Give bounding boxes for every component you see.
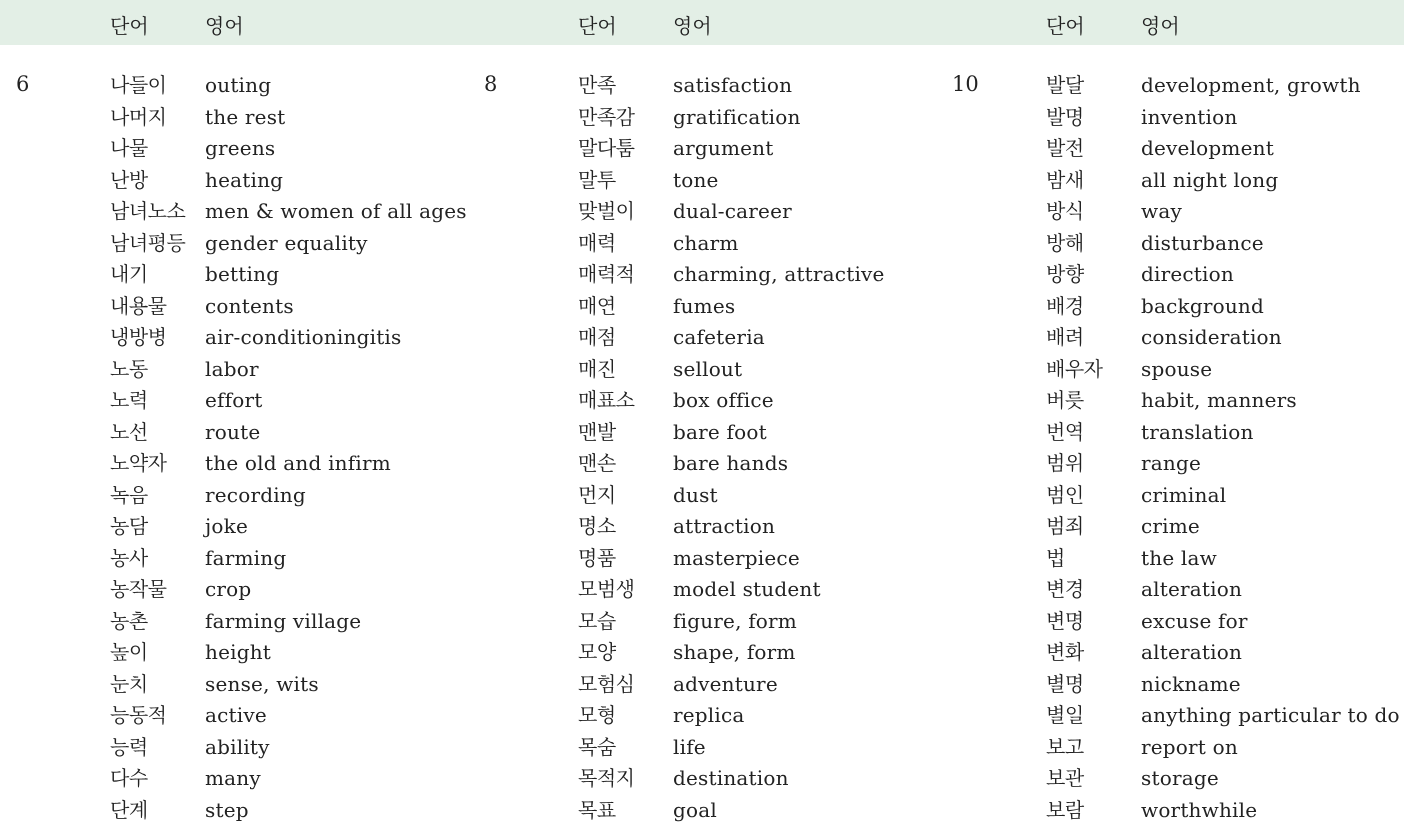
word-entry [468, 228, 936, 260]
korean-word: 매력 [578, 230, 616, 255]
english-meaning: worthwhile [1141, 797, 1258, 822]
korean-word: 단계 [110, 797, 148, 822]
word-entry [936, 354, 1404, 386]
korean-word: 노약자 [110, 451, 167, 475]
word-entry [0, 165, 468, 197]
korean-word: 난방 [110, 167, 148, 192]
english-meaning: the law [1141, 545, 1217, 570]
korean-word: 방향 [1046, 262, 1084, 286]
word-entry [0, 700, 468, 732]
korean-word: 노동 [110, 356, 148, 381]
english-meaning: labor [205, 356, 259, 381]
english-meaning: report on [1141, 734, 1238, 759]
english-meaning: sellout [673, 356, 743, 381]
word-entry [936, 70, 1404, 102]
word-entry [936, 700, 1404, 732]
korean-word: 모범생 [578, 577, 635, 601]
korean-word: 목숨 [578, 734, 616, 759]
korean-word: 매점 [578, 325, 616, 349]
word-entry [936, 385, 1404, 417]
vocab-column-3 [936, 0, 1404, 822]
korean-word: 발명 [1046, 104, 1084, 129]
column-header [0, 0, 468, 45]
word-entry [0, 102, 468, 134]
word-header: 단어 [578, 14, 617, 38]
english-meaning: bare hands [673, 451, 789, 475]
english-meaning: many [205, 766, 261, 790]
korean-word: 방식 [1046, 199, 1084, 223]
word-entry [468, 669, 936, 701]
word-entry [468, 795, 936, 827]
korean-word: 녹음 [110, 482, 148, 507]
korean-word: 모습 [578, 608, 616, 633]
korean-word: 남녀평등 [110, 230, 186, 255]
korean-word: 나물 [110, 136, 148, 160]
english-meaning: betting [205, 262, 280, 286]
vocab-column-2 [468, 0, 936, 822]
english-meaning: dual-career [673, 199, 792, 223]
word-entry [936, 511, 1404, 543]
english-meaning: height [205, 640, 272, 664]
korean-word: 배경 [1046, 293, 1084, 318]
korean-word: 배려 [1046, 325, 1084, 349]
word-entry [0, 385, 468, 417]
korean-word: 내기 [110, 262, 148, 286]
english-meaning: route [205, 419, 261, 444]
english-meaning: the old and infirm [205, 451, 391, 475]
english-meaning: fumes [673, 293, 736, 318]
english-meaning: storage [1141, 766, 1219, 790]
word-entry [0, 228, 468, 260]
english-meaning: heating [205, 167, 284, 192]
english-meaning: background [1141, 293, 1265, 318]
word-entry [936, 763, 1404, 795]
word-entry [468, 448, 936, 480]
english-meaning: charming, attractive [673, 262, 885, 286]
english-meaning: masterpiece [673, 545, 800, 570]
word-list [936, 70, 1404, 826]
korean-word: 범죄 [1046, 514, 1084, 538]
korean-word: 버릇 [1046, 388, 1084, 412]
korean-word: 맨발 [578, 419, 616, 444]
word-entry [468, 700, 936, 732]
word-entry [468, 259, 936, 291]
english-meaning: consideration [1141, 325, 1282, 349]
word-entry [936, 322, 1404, 354]
korean-word: 별일 [1046, 703, 1084, 727]
english-meaning: gender equality [205, 230, 368, 255]
english-meaning: alteration [1141, 577, 1243, 601]
english-meaning: farming [205, 545, 287, 570]
word-entry [936, 291, 1404, 323]
word-entry [936, 574, 1404, 606]
korean-word: 변명 [1046, 608, 1084, 633]
word-entry [0, 763, 468, 795]
word-entry [468, 322, 936, 354]
column-header [936, 0, 1404, 45]
word-entry [936, 102, 1404, 134]
word-list [0, 70, 468, 826]
english-meaning: model student [673, 577, 821, 601]
korean-word: 모양 [578, 640, 616, 664]
english-meaning: gratification [673, 104, 801, 129]
word-entry [936, 228, 1404, 260]
english-meaning: tone [673, 167, 719, 192]
english-meaning: air-conditioningitis [205, 325, 402, 349]
english-meaning: crime [1141, 514, 1200, 538]
english-meaning: development [1141, 136, 1274, 160]
korean-word: 노력 [110, 388, 148, 412]
word-entry [936, 795, 1404, 827]
english-meaning: alteration [1141, 640, 1243, 664]
korean-word: 매력적 [578, 262, 635, 286]
korean-word: 변경 [1046, 577, 1084, 601]
korean-word: 맞벌이 [578, 199, 635, 223]
korean-word: 남녀노소 [110, 199, 186, 223]
english-meaning: ability [205, 734, 270, 759]
english-meaning: invention [1141, 104, 1238, 129]
word-entry [468, 637, 936, 669]
korean-word: 보람 [1046, 797, 1084, 822]
english-meaning: all night long [1141, 167, 1279, 192]
word-entry [0, 259, 468, 291]
english-meaning: contents [205, 293, 294, 318]
word-entry [936, 133, 1404, 165]
word-entry [936, 606, 1404, 638]
word-entry [468, 543, 936, 575]
english-meaning: translation [1141, 419, 1254, 444]
word-entry [0, 133, 468, 165]
english-meaning: destination [673, 766, 789, 790]
korean-word: 농작물 [110, 577, 167, 601]
korean-word: 내용물 [110, 293, 167, 318]
word-entry [468, 606, 936, 638]
korean-word: 눈치 [110, 671, 148, 696]
word-entry [468, 732, 936, 764]
english-meaning: goal [673, 797, 717, 822]
english-meaning: range [1141, 451, 1202, 475]
word-entry [0, 732, 468, 764]
english-meaning: crop [205, 577, 252, 601]
word-entry [936, 732, 1404, 764]
english-meaning: men & women of all ages [205, 199, 467, 223]
page-number: 8 [484, 72, 498, 96]
word-entry [936, 669, 1404, 701]
word-entry [0, 196, 468, 228]
english-meaning: disturbance [1141, 230, 1264, 255]
column-header [468, 0, 936, 45]
korean-word: 먼지 [578, 482, 616, 507]
korean-word: 별명 [1046, 671, 1084, 696]
page-number: 10 [952, 72, 979, 96]
korean-word: 번역 [1046, 419, 1084, 444]
word-entry [468, 511, 936, 543]
english-meaning: greens [205, 136, 276, 160]
word-entry [936, 417, 1404, 449]
korean-word: 만족 [578, 73, 616, 97]
word-entry [0, 543, 468, 575]
korean-word: 능동적 [110, 703, 167, 727]
english-meaning: anything particular to do [1141, 703, 1400, 727]
word-list [468, 70, 936, 826]
page-number: 6 [16, 72, 30, 96]
word-entry [468, 763, 936, 795]
english-meaning: figure, form [673, 608, 797, 633]
word-entry [468, 354, 936, 386]
english-header: 영어 [1141, 14, 1180, 38]
korean-word: 높이 [110, 640, 148, 664]
word-entry [468, 417, 936, 449]
english-meaning: box office [673, 388, 774, 412]
english-meaning: shape, form [673, 640, 796, 664]
word-entry [936, 165, 1404, 197]
english-meaning: criminal [1141, 482, 1227, 507]
korean-word: 밤새 [1046, 167, 1084, 192]
vocab-column-1 [0, 0, 468, 822]
korean-word: 목표 [578, 797, 616, 822]
word-entry [0, 448, 468, 480]
english-meaning: the rest [205, 104, 286, 129]
english-meaning: spouse [1141, 356, 1213, 381]
english-meaning: direction [1141, 262, 1234, 286]
korean-word: 말다툼 [578, 136, 635, 160]
english-meaning: way [1141, 199, 1182, 223]
english-meaning: adventure [673, 671, 778, 696]
korean-word: 배우자 [1046, 356, 1103, 381]
english-meaning: bare foot [673, 419, 767, 444]
word-entry [0, 70, 468, 102]
word-entry [0, 417, 468, 449]
korean-word: 말투 [578, 167, 616, 192]
word-header: 단어 [1046, 14, 1085, 38]
korean-word: 매표소 [578, 388, 635, 412]
english-meaning: charm [673, 230, 739, 255]
word-entry [0, 480, 468, 512]
english-meaning: nickname [1141, 671, 1241, 696]
korean-word: 보관 [1046, 766, 1084, 790]
word-entry [468, 385, 936, 417]
word-entry [0, 637, 468, 669]
word-entry [468, 133, 936, 165]
korean-word: 모형 [578, 703, 616, 727]
english-meaning: farming village [205, 608, 362, 633]
word-entry [468, 70, 936, 102]
english-meaning: attraction [673, 514, 776, 538]
word-entry [468, 196, 936, 228]
word-entry [468, 480, 936, 512]
word-entry [0, 795, 468, 827]
korean-word: 나머지 [110, 104, 167, 129]
english-meaning: excuse for [1141, 608, 1248, 633]
english-meaning: sense, wits [205, 671, 319, 696]
word-entry [936, 259, 1404, 291]
korean-word: 목적지 [578, 766, 635, 790]
korean-word: 명품 [578, 545, 616, 570]
korean-word: 법 [1046, 545, 1065, 570]
korean-word: 보고 [1046, 734, 1084, 759]
korean-word: 농담 [110, 514, 148, 538]
word-entry [0, 322, 468, 354]
word-entry [468, 102, 936, 134]
english-meaning: life [673, 734, 706, 759]
korean-word: 방해 [1046, 230, 1084, 255]
korean-word: 발전 [1046, 136, 1084, 160]
word-entry [0, 354, 468, 386]
korean-word: 변화 [1046, 640, 1084, 664]
word-entry [0, 669, 468, 701]
korean-word: 나들이 [110, 73, 167, 97]
english-meaning: joke [205, 514, 248, 538]
korean-word: 맨손 [578, 451, 616, 475]
english-meaning: replica [673, 703, 745, 727]
word-entry [468, 574, 936, 606]
word-entry [468, 165, 936, 197]
word-entry [0, 574, 468, 606]
english-meaning: cafeteria [673, 325, 765, 349]
english-meaning: satisfaction [673, 73, 793, 97]
english-header: 영어 [673, 14, 712, 38]
korean-word: 능력 [110, 734, 148, 759]
word-entry [936, 543, 1404, 575]
word-entry [936, 480, 1404, 512]
korean-word: 범인 [1046, 482, 1084, 507]
korean-word: 매진 [578, 356, 616, 381]
korean-word: 농사 [110, 545, 148, 570]
english-meaning: outing [205, 73, 272, 97]
word-entry [0, 511, 468, 543]
korean-word: 명소 [578, 514, 616, 538]
word-header: 단어 [110, 14, 149, 38]
korean-word: 냉방병 [110, 325, 167, 349]
english-meaning: active [205, 703, 267, 727]
word-entry [936, 196, 1404, 228]
word-entry [0, 606, 468, 638]
english-header: 영어 [205, 14, 244, 38]
korean-word: 다수 [110, 766, 148, 790]
korean-word: 노선 [110, 419, 148, 444]
korean-word: 매연 [578, 293, 616, 318]
word-entry [936, 637, 1404, 669]
english-meaning: development, growth [1141, 73, 1361, 97]
korean-word: 범위 [1046, 451, 1084, 475]
english-meaning: recording [205, 482, 306, 507]
korean-word: 만족감 [578, 104, 635, 129]
english-meaning: effort [205, 388, 263, 412]
english-meaning: habit, manners [1141, 388, 1297, 412]
korean-word: 모험심 [578, 671, 635, 696]
english-meaning: dust [673, 482, 718, 507]
english-meaning: argument [673, 136, 774, 160]
korean-word: 발달 [1046, 73, 1084, 97]
english-meaning: step [205, 797, 249, 822]
korean-word: 농촌 [110, 608, 148, 633]
word-entry [468, 291, 936, 323]
word-entry [936, 448, 1404, 480]
word-entry [0, 291, 468, 323]
